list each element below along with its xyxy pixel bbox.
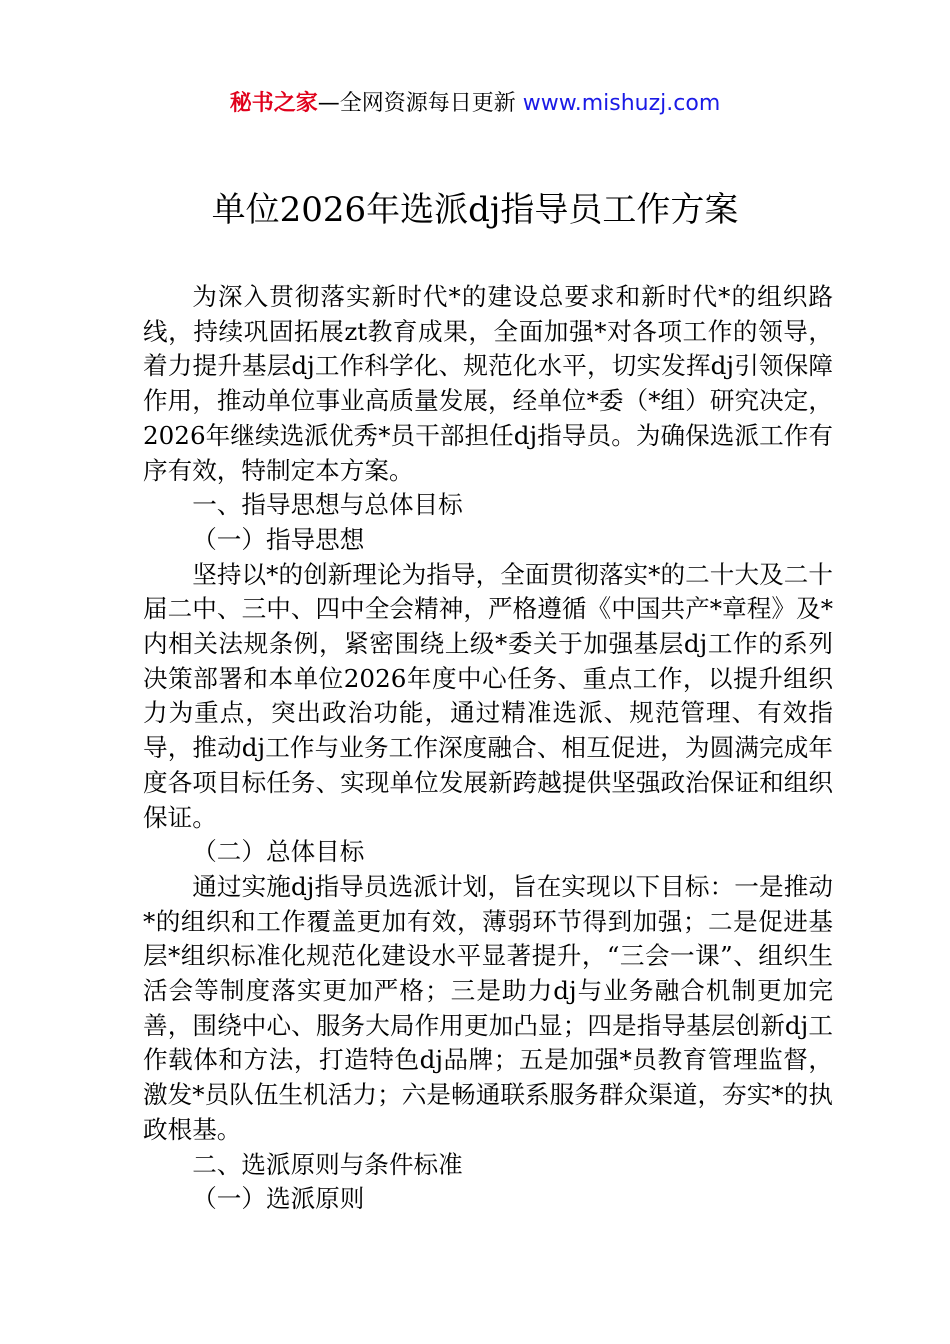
- body-paragraph: 坚持以*的创新理论为指导，全面贯彻落实*的二十大及二十届二中、三中、四中全会精神，严格遵循《中国共产*章程》及*内相关法规条例，紧密围绕上级*委关于加强基层dj工作的系列决策部署和本单位2026年度中心任务、重点工作，以提升组织力为重点，突出政治功能，通过精准选派、规范管理、有效指导，推动dj工作与业务工作深度融合、相互促进，为圆满完成年度各项目标任务、实现单位发展新跨越提供坚强政治保证和组织保证。: [143, 559, 833, 832]
- document-title: 单位2026年选派dj指导员工作方案: [211, 190, 739, 230]
- site-header: [0, 86, 950, 122]
- site-url-link[interactable]: www.mishuzj.com: [522, 91, 721, 116]
- section-heading: 一、指导思想与总体目标: [192, 490, 463, 520]
- subsection-heading: （一）选派原则: [192, 1184, 365, 1214]
- subsection-heading: （二）总体目标: [192, 837, 365, 867]
- intro-paragraph: 为深入贯彻落实新时代*的建设总要求和新时代*的组织路线，持续巩固拓展zt教育成果，全面加强*对各项工作的领导，着力提升基层dj工作科学化、规范化水平，切实发挥dj引领保障作用，推动单位事业高质量发展，经单位*委（*组）研究决定，2026年继续选派优秀*员干部担任dj指导员。为确保选派工作有序有效，特制定本方案。: [143, 282, 833, 485]
- section-heading: 二、选派原则与条件标准: [192, 1149, 463, 1179]
- subsection-heading: （一）指导思想: [192, 524, 365, 554]
- site-brand: 秘书之家: [229, 91, 318, 116]
- site-tagline: —全网资源每日更新: [317, 91, 523, 116]
- body-paragraph: 通过实施dj指导员选派计划，旨在实现以下目标：一是推动*的组织和工作覆盖更加有效，薄弱环节得到加强；二是促进基层*组织标准化规范化建设水平显著提升，“三会一课”、组织生活会等制度落实更加严格；三是助力dj与业务融合机制更加完善，围绕中心、服务大局作用更加凸显；四是指导基层创新dj工作载体和方法，打造特色dj品牌；五是加强*员教育管理监督，激发*员队伍生机活力；六是畅通联系服务群众渠道，夯实*的执政根基。: [143, 871, 833, 1144]
- document-body: [143, 280, 833, 1217]
